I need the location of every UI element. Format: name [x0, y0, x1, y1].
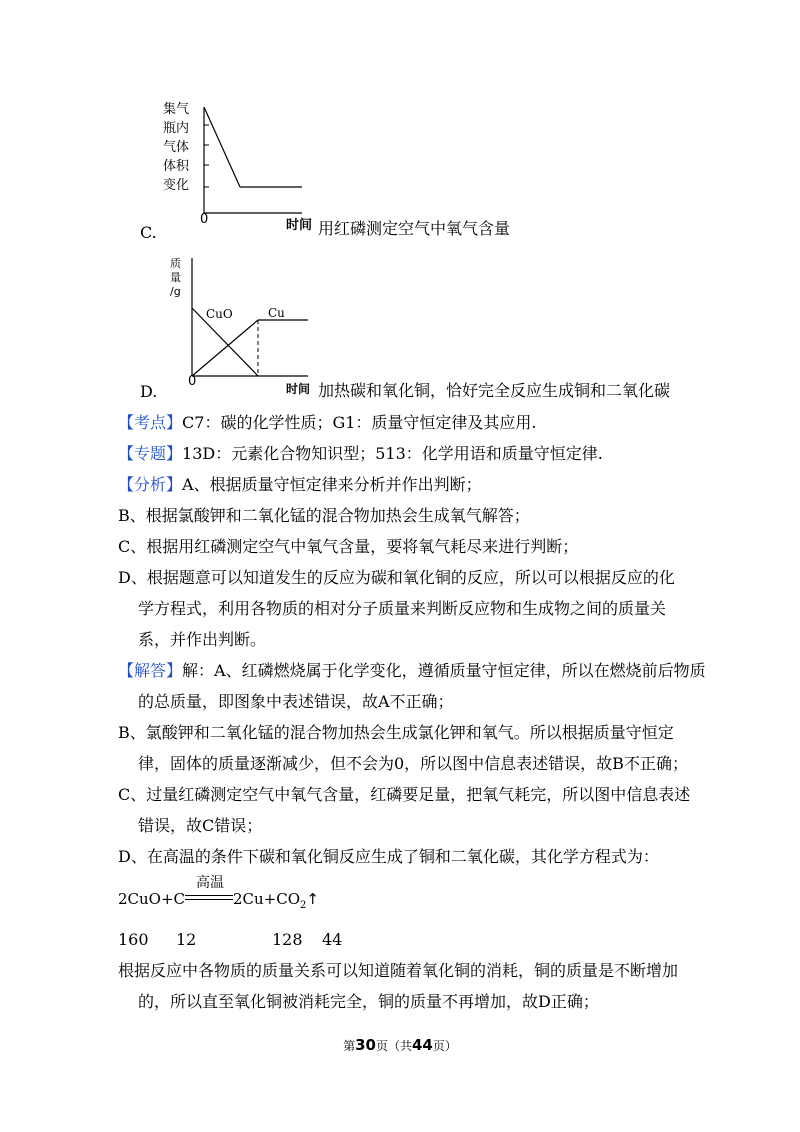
eq-subscript: 2 — [300, 900, 307, 911]
zhuanti-text: 13D：元素化合物知识型；513：化学用语和质量守恒定律. — [182, 444, 603, 463]
zhuanti-line — [118, 443, 603, 465]
c-ylabel-line: 体积 — [163, 159, 190, 174]
kaodian-line — [118, 412, 537, 434]
c-ylabel-line: 变化 — [163, 178, 190, 193]
mass-12: 12 — [176, 930, 197, 949]
d-letter: D. — [140, 382, 158, 401]
jieda-e1: 根据反应中各物质的质量关系可以知道随着氧化铜的消耗，铜的质量是不断增加 — [118, 961, 679, 980]
jieda-b2: 律，固体的质量逐渐减少，但不会为0，所以图中信息表述错误，故B不正确； — [138, 754, 688, 773]
c-caption: 用红磷测定空气中氧气含量 — [318, 219, 511, 238]
footer-total: 44 — [412, 1036, 433, 1054]
jieda-a2: 的总质量，即图象中表述错误，故A不正确； — [138, 692, 454, 711]
fenxi-d2: 学方程式，利用各物质的相对分子质量来判断反应物和生成物之间的质量关 — [138, 599, 667, 618]
eq-sign-line-top — [185, 895, 233, 896]
eq-condition: 高温 — [196, 875, 224, 891]
jieda-c1: C、过量红磷测定空气中氧气含量，红磷要足量，把氧气耗完，所以图中信息表述 — [118, 785, 691, 804]
jieda-b1: B、氯酸钾和二氧化锰的混合物加热会生成氯化钾和氧气。所以根据质量守恒定 — [118, 723, 674, 742]
d-cu-label: Cu — [268, 306, 285, 320]
d-ylabel-line: 量 — [170, 271, 181, 284]
footer-mid: 页（共 — [375, 1039, 412, 1053]
d-caption: 加热碳和氧化铜，恰好完全反应生成铜和二氧化碳 — [318, 381, 671, 400]
jieda-c2: 错误，故C错误； — [138, 816, 263, 835]
kaodian-tag: 【考点】 — [118, 413, 183, 432]
eq-right-text: 2Cu+CO — [233, 890, 301, 908]
fenxi-d1: D、根据题意可以知道发生的反应为碳和氧化铜的反应，所以可以根据反应的化 — [118, 568, 675, 587]
jieda-d1: D、在高温的条件下碳和氧化铜反应生成了铜和二氧化碳，其化学方程式为： — [118, 847, 659, 866]
c-ylabel-line: 集气 — [163, 102, 190, 117]
jieda-a1: 解：A、红磷燃烧属于化学变化，遵循质量守恒定律，所以在燃烧前后物质 — [182, 661, 706, 680]
fenxi-a: A、根据质量守恒定律来分析并作出判断； — [182, 475, 482, 494]
option-d-chart — [160, 250, 330, 390]
c-xlabel: 时间 — [286, 218, 313, 233]
c-ylabel — [163, 100, 203, 195]
eq-sign-line-bottom — [185, 899, 233, 900]
footer-page: 30 — [355, 1036, 376, 1054]
jieda-line-a1 — [118, 660, 706, 682]
fenxi-tag: 【分析】 — [118, 475, 183, 494]
jieda-tag: 【解答】 — [118, 661, 183, 680]
c-origin: 0 — [200, 212, 209, 227]
mass-160: 160 — [118, 930, 149, 949]
eq-right — [233, 888, 319, 917]
jieda-e2: 的，所以直至氧化铜被消耗完全，铜的质量不再增加，故D正确； — [138, 992, 599, 1011]
footer-prefix: 第 — [343, 1039, 356, 1053]
d-origin: 0 — [188, 374, 197, 389]
d-cuo-label: CuO — [206, 307, 233, 321]
zhuanti-tag: 【专题】 — [118, 444, 183, 463]
d-xlabel: 时间 — [286, 382, 311, 396]
c-letter: C. — [140, 223, 157, 242]
c-ylabel-line: 瓶内 — [163, 121, 190, 136]
page-footer — [0, 1036, 800, 1054]
fenxi-d3: 系，并作出判断。 — [138, 630, 267, 649]
mass-128: 128 — [272, 930, 303, 949]
fenxi-b: B、根据氯酸钾和二氧化锰的混合物加热会生成氧气解答； — [118, 506, 530, 525]
eq-left: 2CuO+C — [118, 890, 186, 908]
c-decline-line — [204, 107, 240, 187]
d-ylabel — [170, 257, 181, 299]
d-cu-line-rise — [192, 320, 258, 376]
mass-44: 44 — [322, 930, 343, 949]
fenxi-line-a — [118, 474, 482, 496]
d-ylabel-line: /g — [170, 285, 181, 298]
fenxi-c: C、根据用红磷测定空气中氧气含量，要将氧气耗尽来进行判断； — [118, 537, 579, 556]
c-ylabel-line: 气体 — [163, 140, 190, 155]
d-ylabel-line: 质 — [170, 257, 181, 270]
kaodian-text: C7：碳的化学性质；G1：质量守恒定律及其应用. — [182, 413, 537, 432]
footer-suffix: 页） — [432, 1039, 457, 1053]
eq-gas-arrow: ↑ — [306, 890, 319, 908]
